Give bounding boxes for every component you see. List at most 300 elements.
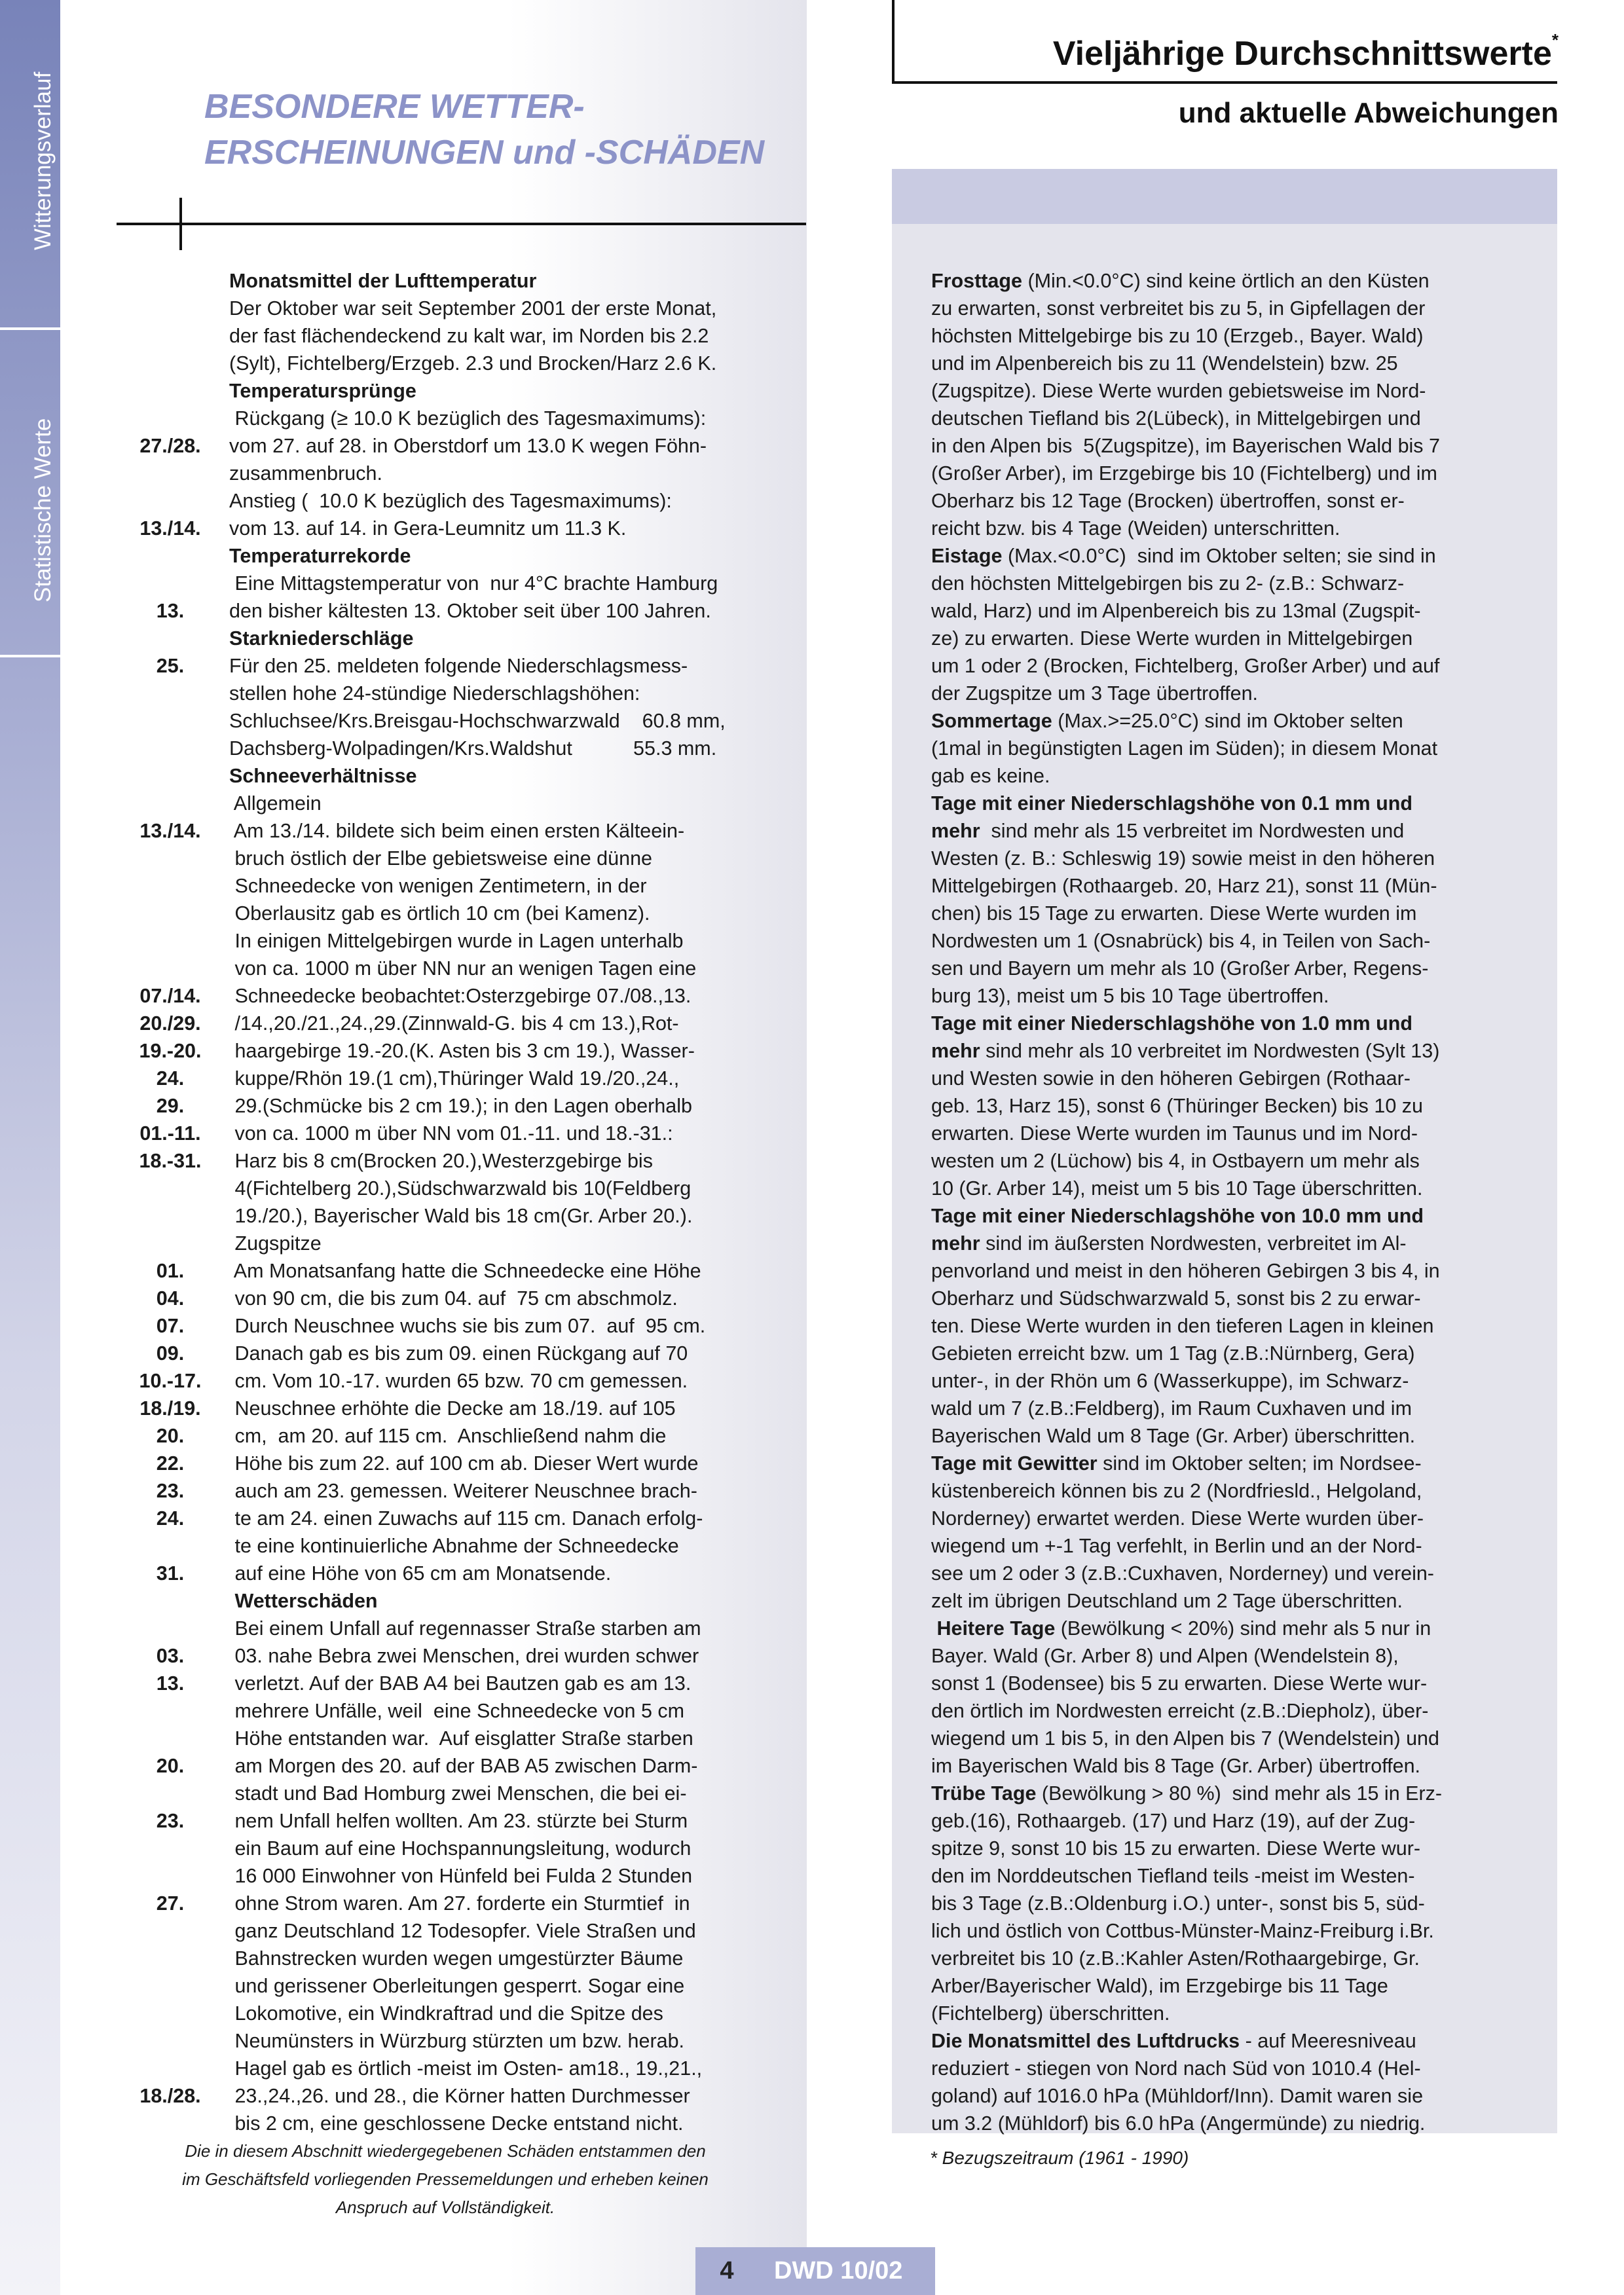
row-text: Bei einem Unfall auf regennasser Straße starben am <box>229 1617 701 1640</box>
row-date: 20./29. <box>139 1012 201 1035</box>
text-row <box>111 570 805 597</box>
line-heading: Trübe Tage <box>931 1782 1037 1805</box>
text-row <box>111 652 805 680</box>
row-date <box>111 377 229 405</box>
line-text: wiegend um 1 bis 5, in den Alpen bis 7 (Wendelstein) und <box>931 1727 1439 1750</box>
line-text: (Max.>=25.0°C) sind im Oktober selten <box>1052 710 1403 732</box>
row-text: zusammenbruch. <box>229 462 382 485</box>
text-line <box>931 432 1521 460</box>
row-date: 31. <box>156 1562 185 1585</box>
row-text: 23.,24.,26. und 28., die Körner hatten Durchmesser <box>229 2085 690 2107</box>
row-date <box>111 405 229 432</box>
text-line <box>931 652 1521 680</box>
text-line <box>931 1725 1521 1752</box>
text-line <box>931 1285 1521 1312</box>
row-text: vom 27. auf 28. in Oberstdorf um 13.0 K wegen Föhn- <box>229 435 707 457</box>
section-heading: Temperaturrekorde <box>229 545 411 567</box>
left-footnote-line: im Geschäftsfeld vorliegenden Pressemeldungen und erheben keinen <box>182 2169 709 2189</box>
text-line <box>931 625 1521 652</box>
line-text: wald um 7 (z.B.:Feldberg), im Raum Cuxhaven und im <box>931 1397 1412 1420</box>
right-title-text: Vieljährige Durchschnittswerte <box>1052 35 1552 73</box>
row-text: stellen hohe 24-stündige Niederschlagshöhen: <box>229 682 640 705</box>
right-subtitle: und aktuelle Abweichungen <box>1178 97 1559 129</box>
text-row <box>111 1367 805 1395</box>
row-date <box>111 1697 229 1725</box>
sidebar-label-witterungsverlauf: Witterungsverlauf <box>30 71 56 250</box>
line-text: in den Alpen bis 5(Zugspitze), im Bayerischen Wald bis 7 <box>931 435 1440 457</box>
line-heading: Tage mit Gewitter <box>931 1452 1098 1475</box>
text-row <box>111 1505 805 1532</box>
line-text: 10 (Gr. Arber 14), meist um 5 bis 10 Tage überschritten. <box>931 1177 1423 1200</box>
right-footnote: * Bezugszeitraum (1961 - 1990) <box>930 2148 1189 2168</box>
text-row <box>111 322 805 350</box>
text-line <box>931 1120 1521 1147</box>
text-line <box>931 1037 1521 1065</box>
line-text: (1mal in begünstigten Lagen im Süden); in diesem Monat <box>931 737 1438 760</box>
row-date: 01.-11. <box>139 1122 201 1145</box>
line-heading: Tage mit einer Niederschlagshöhe von 1.0 mm und <box>931 1012 1413 1035</box>
row-date: 01. <box>156 1260 185 1282</box>
line-text: den örtlich im Nordwesten erreicht (z.B.:Diepholz), über- <box>931 1700 1429 1722</box>
text-line <box>931 1147 1521 1175</box>
row-text: cm. Vom 10.-17. wurden 65 bzw. 70 cm gemessen. <box>229 1370 688 1392</box>
page-footer <box>695 2247 935 2295</box>
line-text: Oberharz und Südschwarzwald 5, sonst bis 2 zu erwar- <box>931 1287 1421 1310</box>
row-text: Allgemein <box>229 792 322 815</box>
left-column-text <box>111 267 805 2137</box>
line-text: burg 13), meist um 5 bis 10 Tage übertroffen. <box>931 985 1329 1007</box>
text-line <box>931 707 1521 735</box>
row-date <box>111 350 229 377</box>
row-text: Harz bis 8 cm(Brocken 20.),Westerzgebirge bis <box>229 1150 653 1172</box>
text-line <box>931 982 1521 1010</box>
line-text: zelt im übrigen Deutschland um 2 Tage überschritten. <box>931 1590 1403 1612</box>
text-row <box>111 542 805 570</box>
row-text: Rückgang (≥ 10.0 K bezüglich des Tagesmaximums): <box>229 407 707 430</box>
row-date <box>111 1615 229 1642</box>
text-line <box>931 1422 1521 1450</box>
text-row <box>111 762 805 790</box>
row-text: verletzt. Auf der BAB A4 bei Bautzen gab es am 13. <box>229 1672 692 1695</box>
row-text: Am Monatsanfang hatte die Schneedecke eine Höhe <box>229 1260 701 1282</box>
row-date: 18./19. <box>139 1397 201 1420</box>
row-text: Schneedecke von wenigen Zentimetern, in der <box>229 875 647 897</box>
row-text: Höhe entstanden war. Auf eisglatter Straße starben <box>229 1727 693 1750</box>
row-text: Neuschnee erhöhte die Decke am 18./19. auf 105 <box>229 1397 676 1420</box>
text-row <box>111 267 805 295</box>
text-line <box>931 1010 1521 1037</box>
right-column-text <box>931 267 1521 2137</box>
row-date: 20. <box>156 1755 185 1777</box>
line-heading: mehr <box>931 820 980 842</box>
text-row <box>111 2055 805 2082</box>
text-line <box>931 1257 1521 1285</box>
row-date: 22. <box>156 1452 185 1475</box>
text-line <box>931 1532 1521 1560</box>
text-row <box>111 982 805 1010</box>
line-text: der Zugspitze um 3 Tage übertroffen. <box>931 682 1259 705</box>
section-heading: Temperatursprünge <box>229 380 416 402</box>
row-date: 24. <box>156 1507 185 1530</box>
row-date: 23. <box>156 1480 185 1502</box>
row-date <box>111 735 229 762</box>
text-row <box>111 872 805 900</box>
text-line <box>931 1890 1521 1917</box>
row-date <box>111 900 229 927</box>
right-title-mark: * <box>1551 30 1559 50</box>
text-row <box>111 1862 805 1890</box>
row-text: von 90 cm, die bis zum 04. auf 75 cm abschmolz. <box>229 1287 678 1310</box>
row-text: bis 2 cm, eine geschlossene Decke entstand nicht. <box>229 2112 684 2135</box>
text-line <box>931 1780 1521 1807</box>
line-text: goland) auf 1016.0 hPa (Mühldorf/Inn). Damit waren sie <box>931 2085 1424 2107</box>
line-text: erwarten. Diese Werte wurden im Taunus und im Nord- <box>931 1122 1418 1145</box>
row-text: den bisher kältesten 13. Oktober seit über 100 Jahren. <box>229 600 711 622</box>
line-text: spitze 9, sonst 10 bis 15 zu erwarten. Diese Werte wur- <box>931 1837 1421 1860</box>
row-date: 13./14. <box>139 820 201 842</box>
text-row <box>111 2027 805 2055</box>
text-row <box>111 1835 805 1862</box>
row-date: 13. <box>156 1672 185 1695</box>
line-text: im Bayerischen Wald bis 8 Tage (Gr. Arber) übertroffen. <box>931 1755 1421 1777</box>
text-line <box>931 1945 1521 1972</box>
row-date <box>111 1862 229 1890</box>
line-text: verbreitet bis 10 (z.B.:Kahler Asten/Rothaargebirge, Gr. <box>931 1947 1420 1970</box>
text-line <box>931 1697 1521 1725</box>
text-row <box>111 1010 805 1037</box>
line-text: Norderney) erwartet werden. Diese Werte wurden über- <box>931 1507 1424 1530</box>
line-text: deutschen Tiefland bis 2(Lübeck), in Mittelgebirgen und <box>931 407 1421 430</box>
row-text: Bahnstrecken wurden wegen umgestürzter Bäume <box>229 1947 684 1970</box>
line-text: und Westen sowie in den höheren Gebirgen (Rothaar- <box>931 1067 1411 1090</box>
sidebar-divider <box>0 655 60 657</box>
text-line <box>931 790 1521 817</box>
text-line <box>931 1917 1521 1945</box>
text-row <box>111 487 805 515</box>
row-date <box>111 1725 229 1752</box>
line-text: sind im Oktober selten; im Nordsee- <box>1097 1452 1422 1475</box>
text-row <box>111 735 805 762</box>
row-date: 18./28. <box>139 2085 201 2107</box>
row-date <box>111 1202 229 1230</box>
row-date <box>111 845 229 872</box>
row-text: am Morgen des 20. auf der BAB A5 zwischen Darm- <box>229 1755 698 1777</box>
text-line <box>931 735 1521 762</box>
row-text: ein Baum auf eine Hochspannungsleitung, wodurch <box>229 1837 692 1860</box>
row-date: 09. <box>156 1342 185 1365</box>
text-line <box>931 845 1521 872</box>
text-line <box>931 680 1521 707</box>
text-row <box>111 1202 805 1230</box>
row-text: Oberlausitz gab es örtlich 10 cm (bei Kamenz). <box>229 902 650 925</box>
line-text: um 1 oder 2 (Brocken, Fichtelberg, Großer Arber) und auf <box>931 655 1440 677</box>
row-text: der fast flächendeckend zu kalt war, im Norden bis 2.2 <box>229 325 709 347</box>
row-date <box>111 1917 229 1945</box>
line-text: bis 3 Tage (z.B.:Oldenburg i.O.) unter-, sonst bis 5, süd- <box>931 1892 1425 1915</box>
line-text: höchsten Mittelgebirge bis zu 10 (Erzgeb., Bayer. Wald) <box>931 325 1424 347</box>
line-text: Mittelgebirgen (Rothaargeb. 20, Harz 21), sonst 11 (Mün- <box>931 875 1437 897</box>
row-date <box>111 872 229 900</box>
text-line <box>931 927 1521 955</box>
row-date <box>111 322 229 350</box>
section-rule-tick <box>179 198 182 250</box>
row-date <box>111 1532 229 1560</box>
line-text: Bayer. Wald (Gr. Arber 8) und Alpen (Wendelstein 8), <box>931 1645 1399 1667</box>
row-text: 19./20.), Bayerischer Wald bis 18 cm(Gr. Arber 20.). <box>229 1205 693 1227</box>
line-text: ten. Diese Werte wurden in den tieferen Lagen in kleinen <box>931 1315 1434 1337</box>
text-row <box>111 707 805 735</box>
row-text: te eine kontinuierliche Abnahme der Schneedecke <box>229 1535 679 1557</box>
text-row <box>111 1175 805 1202</box>
row-text: Lokomotive, ein Windkraftrad und die Spitze des <box>229 2002 663 2025</box>
text-row <box>111 460 805 487</box>
row-text: cm, am 20. auf 115 cm. Anschließend nahm die <box>229 1425 667 1447</box>
text-line <box>931 2027 1521 2055</box>
text-row <box>111 1752 805 1780</box>
row-date: 13. <box>156 600 185 622</box>
text-line <box>931 1450 1521 1477</box>
right-header-band <box>892 169 1557 224</box>
text-line <box>931 350 1521 377</box>
text-line <box>931 1395 1521 1422</box>
text-row <box>111 1422 805 1450</box>
row-text: Neumünsters in Würzburg stürzten um bzw. herab. <box>229 2030 685 2052</box>
line-text: reicht bzw. bis 4 Tage (Weiden) unterschritten. <box>931 517 1340 540</box>
row-date: 03. <box>156 1645 185 1667</box>
line-text: (Max.<0.0°C) sind im Oktober selten; sie sind in <box>1002 545 1436 567</box>
line-text: ze) zu erwarten. Diese Werte wurden in Mittelgebirgen <box>931 627 1413 650</box>
section-title-line: ERSCHEINUNGEN und -SCHÄDEN <box>204 134 765 172</box>
text-row <box>111 1065 805 1092</box>
row-text: In einigen Mittelgebirgen wurde in Lagen unterhalb <box>229 930 684 952</box>
row-date <box>111 2000 229 2027</box>
footer-label: DWD 10/02 <box>774 2257 903 2285</box>
row-date: 23. <box>156 1810 185 1832</box>
line-heading: Sommertage <box>931 710 1052 732</box>
row-text: mehrere Unfälle, weil eine Schneedecke von 5 cm <box>229 1700 685 1722</box>
text-row <box>111 625 805 652</box>
text-line <box>931 1972 1521 2000</box>
line-text: gab es keine. <box>931 765 1050 787</box>
row-date <box>111 1972 229 2000</box>
row-text: Eine Mittagstemperatur von nur 4°C brachte Hamburg <box>229 572 718 595</box>
row-date: 27./28. <box>139 435 201 457</box>
row-text: stadt und Bad Homburg zwei Menschen, die bei ei- <box>229 1782 687 1805</box>
line-text: geb.(16), Rothaargeb. (17) und Harz (19), auf der Zug- <box>931 1810 1416 1832</box>
row-date: 10.-17. <box>139 1370 202 1392</box>
row-text: /14.,20./21.,24.,29.(Zinnwald-G. bis 4 cm 13.),Rot- <box>229 1012 679 1035</box>
line-text: sind mehr als 15 verbreitet im Nordwesten und <box>980 820 1405 842</box>
text-row <box>111 432 805 460</box>
text-line <box>931 460 1521 487</box>
line-text: sind mehr als 10 verbreitet im Nordwesten (Sylt 13) <box>980 1040 1440 1062</box>
row-date: 04. <box>156 1287 185 1310</box>
row-text: Durch Neuschnee wuchs sie bis zum 07. auf 95 cm. <box>229 1315 706 1337</box>
text-line <box>931 1505 1521 1532</box>
text-line <box>931 1587 1521 1615</box>
row-date <box>111 2027 229 2055</box>
line-text: den im Norddeutschen Tiefland teils -meist im Westen- <box>931 1865 1415 1887</box>
line-text: wald, Harz) und im Alpenbereich bis zu 13mal (Zugspit- <box>931 600 1421 622</box>
row-date: 18.-31. <box>139 1150 202 1172</box>
row-text: 03. nahe Bebra zwei Menschen, drei wurden schwer <box>229 1645 699 1667</box>
row-date <box>111 542 229 570</box>
text-line <box>931 1367 1521 1395</box>
row-date <box>111 1945 229 1972</box>
section-heading: Wetterschäden <box>229 1590 378 1612</box>
section-heading: Monatsmittel der Lufttemperatur <box>229 270 537 292</box>
text-line <box>931 487 1521 515</box>
row-text: von ca. 1000 m über NN vom 01.-11. und 18.-31.: <box>229 1122 673 1145</box>
row-text: kuppe/Rhön 19.(1 cm),Thüringer Wald 19./20.,24., <box>229 1067 680 1090</box>
line-text: den höchsten Mittelgebirgen bis zu 2- (z.B.: Schwarz- <box>931 572 1405 595</box>
row-date: 07./14. <box>139 985 201 1007</box>
text-row <box>111 927 805 955</box>
section-rule <box>117 223 806 225</box>
text-row <box>111 2082 805 2110</box>
row-text: haargebirge 19.-20.(K. Asten bis 3 cm 19.), Wasser- <box>229 1040 695 1062</box>
row-date <box>111 487 229 515</box>
row-date <box>111 1835 229 1862</box>
row-text: Der Oktober war seit September 2001 der erste Monat, <box>229 297 717 320</box>
line-text: Nordwesten um 1 (Osnabrück) bis 4, in Teilen von Sach- <box>931 930 1431 952</box>
line-text: sonst 1 (Bodensee) bis 5 zu erwarten. Diese Werte wur- <box>931 1672 1428 1695</box>
row-date <box>111 570 229 597</box>
row-text: vom 13. auf 14. in Gera-Leumnitz um 11.3 K. <box>229 517 627 540</box>
text-line <box>931 1807 1521 1835</box>
text-line <box>931 1065 1521 1092</box>
row-text: Danach gab es bis zum 09. einen Rückgang auf 70 <box>229 1342 688 1365</box>
text-row <box>111 1780 805 1807</box>
section-title-line: BESONDERE WETTER- <box>204 88 585 126</box>
line-heading: mehr <box>931 1232 980 1255</box>
line-heading: Frosttage <box>931 270 1022 292</box>
line-text: Bayerischen Wald um 8 Tage (Gr. Arber) überschritten. <box>931 1425 1416 1447</box>
row-date: 25. <box>156 655 185 677</box>
text-line <box>931 1340 1521 1367</box>
row-date <box>111 707 229 735</box>
line-text: Arber/Bayerischer Wald), im Erzgebirge bis 11 Tage <box>931 1975 1388 1997</box>
text-row <box>111 1725 805 1752</box>
text-row <box>111 1697 805 1725</box>
text-line <box>931 1175 1521 1202</box>
row-date: 27. <box>156 1892 185 1915</box>
text-row <box>111 1532 805 1560</box>
text-row <box>111 1587 805 1615</box>
row-date <box>111 460 229 487</box>
row-date <box>111 1230 229 1257</box>
row-text: Schneedecke beobachtet:Osterzgebirge 07./08.,13. <box>229 985 692 1007</box>
text-row <box>111 1642 805 1670</box>
row-date <box>111 955 229 982</box>
left-footnote <box>151 2137 740 2222</box>
line-text: see um 2 oder 3 (z.B.:Cuxhaven, Norderney) und verein- <box>931 1562 1434 1585</box>
row-text: 4(Fichtelberg 20.),Südschwarzwald bis 10(Feldberg <box>229 1177 692 1200</box>
line-text: westen um 2 (Lüchow) bis 4, in Ostbayern um mehr als <box>931 1150 1420 1172</box>
row-date <box>111 625 229 652</box>
text-row <box>111 1340 805 1367</box>
section-title <box>204 84 794 175</box>
line-text: Westen (z. B.: Schleswig 19) sowie meist in den höheren <box>931 847 1435 870</box>
line-text: küstenbereich können bis zu 2 (Nordfriesld., Helgoland, <box>931 1480 1422 1502</box>
text-line <box>931 1230 1521 1257</box>
text-row <box>111 1230 805 1257</box>
text-row <box>111 845 805 872</box>
text-row <box>111 1037 805 1065</box>
text-row <box>111 817 805 845</box>
text-row <box>111 955 805 982</box>
text-line <box>931 2110 1521 2137</box>
text-row <box>111 1147 805 1175</box>
text-line <box>931 267 1521 295</box>
text-row <box>111 1395 805 1422</box>
text-line <box>931 1477 1521 1505</box>
row-date <box>111 762 229 790</box>
section-heading: Schneeverhältnisse <box>229 765 417 787</box>
text-line <box>931 377 1521 405</box>
text-row <box>111 1092 805 1120</box>
line-text: (Zugspitze). Diese Werte wurden gebietsweise im Nord- <box>931 380 1426 402</box>
row-text: (Sylt), Fichtelberg/Erzgeb. 2.3 und Brocken/Harz 2.6 K. <box>229 352 717 375</box>
row-date: 13./14. <box>139 517 201 540</box>
text-row <box>111 1257 805 1285</box>
text-line <box>931 1835 1521 1862</box>
text-line <box>931 900 1521 927</box>
text-line <box>931 542 1521 570</box>
text-line <box>931 762 1521 790</box>
sidebar-label-statistische-werte: Statistische Werte <box>30 418 56 602</box>
line-text: (Bewölkung > 80 %) sind mehr als 15 in Erz- <box>1036 1782 1443 1805</box>
line-heading: Die Monatsmittel des Luftdrucks <box>931 2030 1240 2052</box>
text-row <box>111 597 805 625</box>
text-row <box>111 377 805 405</box>
text-row <box>111 1670 805 1697</box>
text-row <box>111 1945 805 1972</box>
line-text: reduziert - stiegen von Nord nach Süd von 1010.4 (Hel- <box>931 2057 1421 2080</box>
text-line <box>931 1670 1521 1697</box>
row-date: 29. <box>156 1095 185 1117</box>
text-row <box>111 1477 805 1505</box>
text-line <box>931 872 1521 900</box>
text-row <box>111 680 805 707</box>
row-text: Höhe bis zum 22. auf 100 cm ab. Dieser Wert wurde <box>229 1452 699 1475</box>
text-line <box>931 1560 1521 1587</box>
line-heading: Tage mit einer Niederschlagshöhe von 0.1 mm und <box>931 792 1413 815</box>
left-footnote-line: Anspruch auf Vollständigkeit. <box>335 2197 555 2217</box>
text-line <box>931 322 1521 350</box>
row-date: 20. <box>156 1425 185 1447</box>
text-row <box>111 1560 805 1587</box>
row-date: 19.-20. <box>139 1040 202 1062</box>
line-text: Oberharz bis 12 Tage (Brocken) übertroffen, sonst er- <box>931 490 1405 512</box>
row-date: 24. <box>156 1067 185 1090</box>
row-text: Für den 25. meldeten folgende Niederschlagsmess- <box>229 655 688 677</box>
line-text: (Großer Arber), im Erzgebirge bis 10 (Fichtelberg) und im <box>931 462 1437 485</box>
text-line <box>931 1642 1521 1670</box>
text-line <box>931 1752 1521 1780</box>
text-row <box>111 1917 805 1945</box>
text-line <box>931 1202 1521 1230</box>
page-number: 4 <box>720 2257 734 2285</box>
row-text: Dachsberg-Wolpadingen/Krs.Waldshut 55.3 mm. <box>229 737 717 760</box>
row-text: nem Unfall helfen wollten. Am 23. stürzte bei Sturm <box>229 1810 688 1832</box>
line-text: sen und Bayern um mehr als 10 (Großer Arber, Regens- <box>931 957 1429 980</box>
line-text: (Min.<0.0°C) sind keine örtlich an den Küsten <box>1022 270 1430 292</box>
text-line <box>931 597 1521 625</box>
text-line <box>931 1862 1521 1890</box>
line-text: penvorland und meist in den höheren Gebirgen 3 bis 4, in <box>931 1260 1440 1282</box>
row-text: bruch östlich der Elbe gebietsweise eine dünne <box>229 847 652 870</box>
